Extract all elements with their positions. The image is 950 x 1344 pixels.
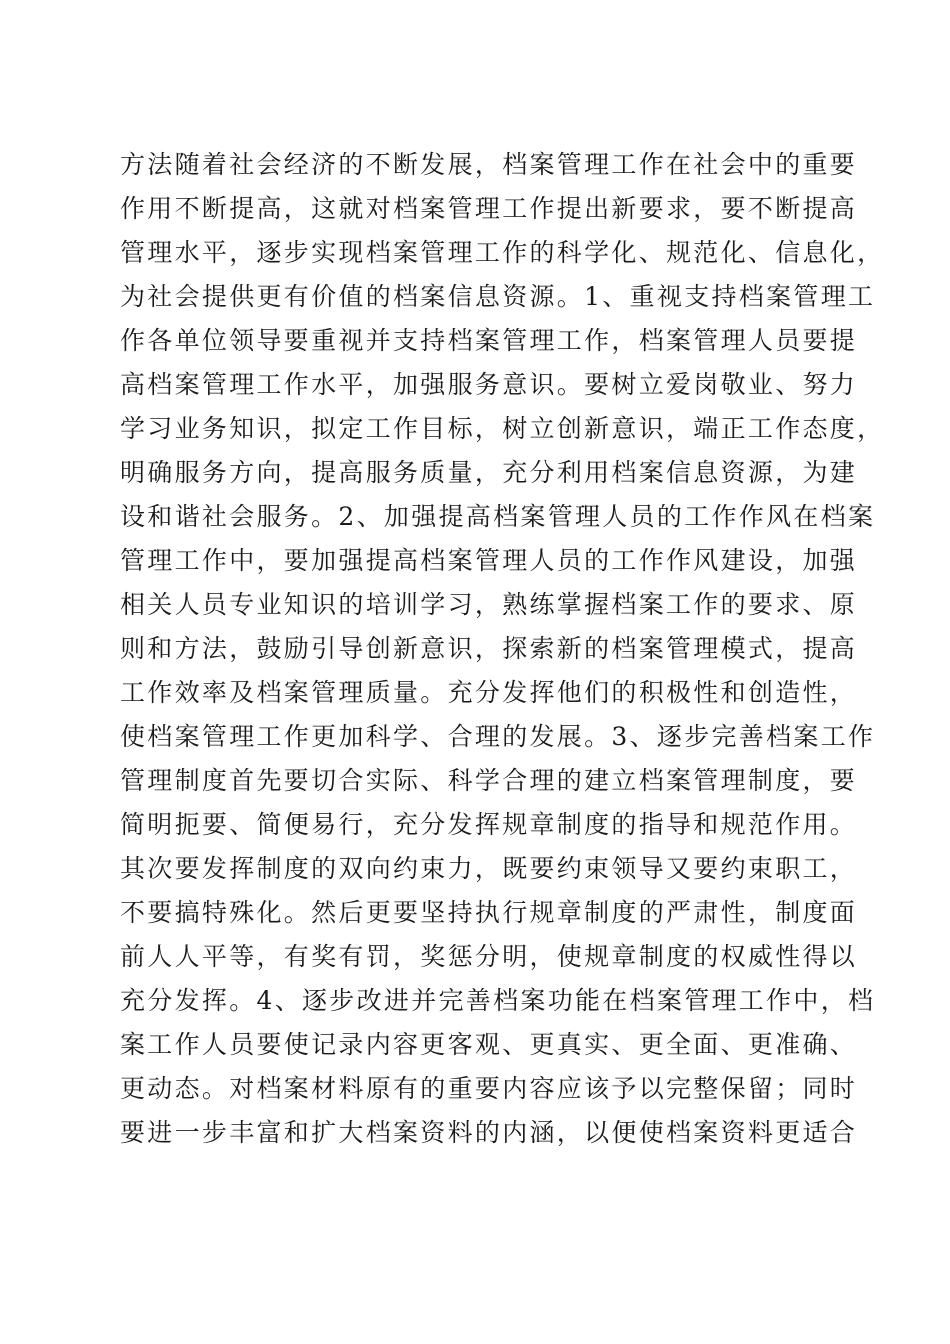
text-line: 案工作人员要使记录内容更客观、更真实、更全面、更准确、 [120,1030,858,1059]
text-line: 使档案管理工作更加科学、合理的发展。3、逐步完善档案工作 [120,722,876,751]
text-line: 充分发挥。4、逐步改进并完善档案功能在档案管理工作中，档 [120,986,876,1015]
text-line: 相关人员专业知识的培训学习，熟练掌握档案工作的要求、原 [120,590,858,619]
text-line: 要进一步丰富和扩大档案资料的内涵，以便使档案资料更适合 [120,1118,858,1147]
text-line: 作各单位领导要重视并支持档案管理工作，档案管理人员要提 [120,326,858,355]
text-line: 简明扼要、简便易行，充分发挥规章制度的指导和规范作用。 [120,810,858,839]
text-line: 工作效率及档案管理质量。充分发挥他们的积极性和创造性， [120,678,858,707]
text-line: 设和谐社会服务。2、加强提高档案管理人员的工作作风在档案 [120,502,876,531]
text-line: 为社会提供更有价值的档案信息资源。1、重视支持档案管理工 [120,282,876,311]
text-line: 高档案管理工作水平，加强服务意识。要树立爱岗敬业、努力 [120,370,858,399]
text-line: 更动态。对档案材料原有的重要内容应该予以完整保留；同时 [120,1074,858,1103]
text-line: 其次要发挥制度的双向约束力，既要约束领导又要约束职工， [120,854,858,883]
text-line: 前人人平等，有奖有罚，奖惩分明，使规章制度的权威性得以 [120,942,858,971]
text-line: 管理制度首先要切合实际、科学合理的建立档案管理制度，要 [120,766,858,795]
text-line: 作用不断提高，这就对档案管理工作提出新要求，要不断提高 [120,194,858,223]
text-line: 则和方法，鼓励引导创新意识，探索新的档案管理模式，提高 [120,634,858,663]
text-line: 学习业务知识，拟定工作目标，树立创新意识，端正工作态度， [120,414,885,443]
text-line: 不要搞特殊化。然后更要坚持执行规章制度的严肃性，制度面 [120,898,858,927]
text-line: 方法随着社会经济的不断发展，档案管理工作在社会中的重要 [120,150,858,179]
text-line: 明确服务方向，提高服务质量，充分利用档案信息资源，为建 [120,458,858,487]
text-line: 管理工作中，要加强提高档案管理人员的工作作风建设，加强 [120,546,858,575]
body-text [120,143,885,1155]
text-line: 管理水平，逐步实现档案管理工作的科学化、规范化、信息化， [120,238,885,267]
